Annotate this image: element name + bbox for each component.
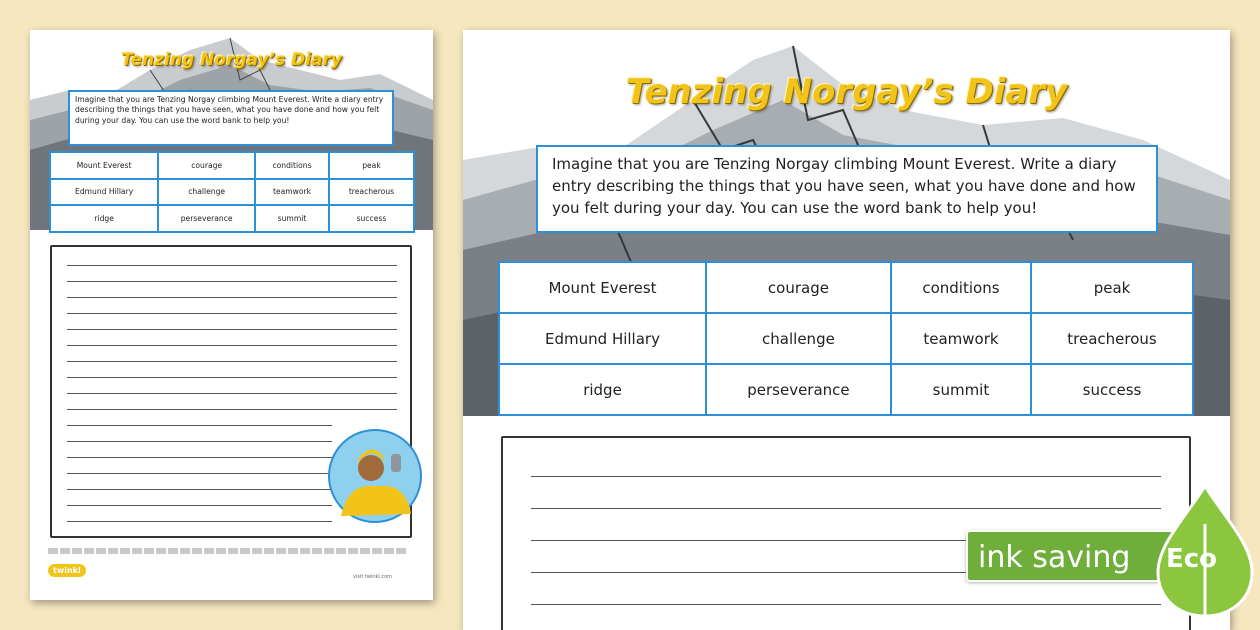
word-cell: challenge: [706, 313, 891, 364]
word-cell: courage: [706, 262, 891, 313]
word-cell: conditions: [255, 152, 329, 179]
word-bank: [498, 261, 1194, 416]
prompt-box: [68, 90, 394, 146]
writing-line: [67, 265, 397, 266]
writing-line: [67, 457, 332, 458]
word-cell: Mount Everest: [50, 152, 158, 179]
word-cell: conditions: [891, 262, 1031, 313]
word-cell: treacherous: [1031, 313, 1193, 364]
word-cell: courage: [158, 152, 255, 179]
word-cell: success: [1031, 364, 1193, 415]
writing-line: [67, 393, 397, 394]
writing-line: [67, 489, 332, 490]
eco-label: Eco: [1166, 544, 1218, 574]
writing-line: [67, 329, 397, 330]
worksheet-thumbnail: [30, 30, 433, 600]
word-cell: perseverance: [158, 205, 255, 232]
word-cell: Edmund Hillary: [50, 179, 158, 206]
writing-line: [67, 297, 397, 298]
word-cell: ridge: [499, 364, 706, 415]
worksheet-title: Tenzing Norgay’s Diary: [625, 72, 1068, 112]
word-cell: summit: [891, 364, 1031, 415]
word-bank: [49, 151, 415, 233]
prompt-box: [536, 145, 1158, 233]
word-cell: success: [329, 205, 414, 232]
word-cell: ridge: [50, 205, 158, 232]
writing-line: [67, 425, 332, 426]
writing-line: [67, 345, 397, 346]
writing-line: [67, 441, 332, 442]
writing-line: [67, 521, 332, 522]
writing-line: [67, 281, 397, 282]
footer-note: [48, 548, 408, 554]
twinkl-logo: twinkl: [48, 564, 86, 577]
word-cell: Edmund Hillary: [499, 313, 706, 364]
worksheet-title: Tenzing Norgay’s Diary: [121, 50, 342, 70]
writing-line: [67, 377, 397, 378]
prompt-text: Imagine that you are Tenzing Norgay climbing Mount Everest. Write a diary entry describing the things that you have seen, what you have done and how you felt during your day. You can use the word bank to help you!: [75, 95, 384, 125]
footer-url: visit twinkl.com: [353, 574, 393, 580]
eco-ink-saving-badge: [966, 484, 1260, 624]
word-cell: teamwork: [891, 313, 1031, 364]
writing-line: [67, 505, 332, 506]
word-cell: treacherous: [329, 179, 414, 206]
word-cell: summit: [255, 205, 329, 232]
word-cell: perseverance: [706, 364, 891, 415]
writing-line: [67, 313, 397, 314]
writing-line: [531, 476, 1161, 477]
word-cell: peak: [1031, 262, 1193, 313]
writing-line: [67, 473, 332, 474]
word-cell: peak: [329, 152, 414, 179]
writing-line: [67, 361, 397, 362]
word-cell: Mount Everest: [499, 262, 706, 313]
climber-portrait: [327, 428, 423, 524]
prompt-text: Imagine that you are Tenzing Norgay climbing Mount Everest. Write a diary entry describing the things that you have seen, what you have done and how you felt during your day. You can use the word bank to help you!: [552, 155, 1136, 217]
eco-badge-text: ink saving: [978, 540, 1131, 575]
writing-line: [67, 409, 397, 410]
word-cell: teamwork: [255, 179, 329, 206]
word-cell: challenge: [158, 179, 255, 206]
